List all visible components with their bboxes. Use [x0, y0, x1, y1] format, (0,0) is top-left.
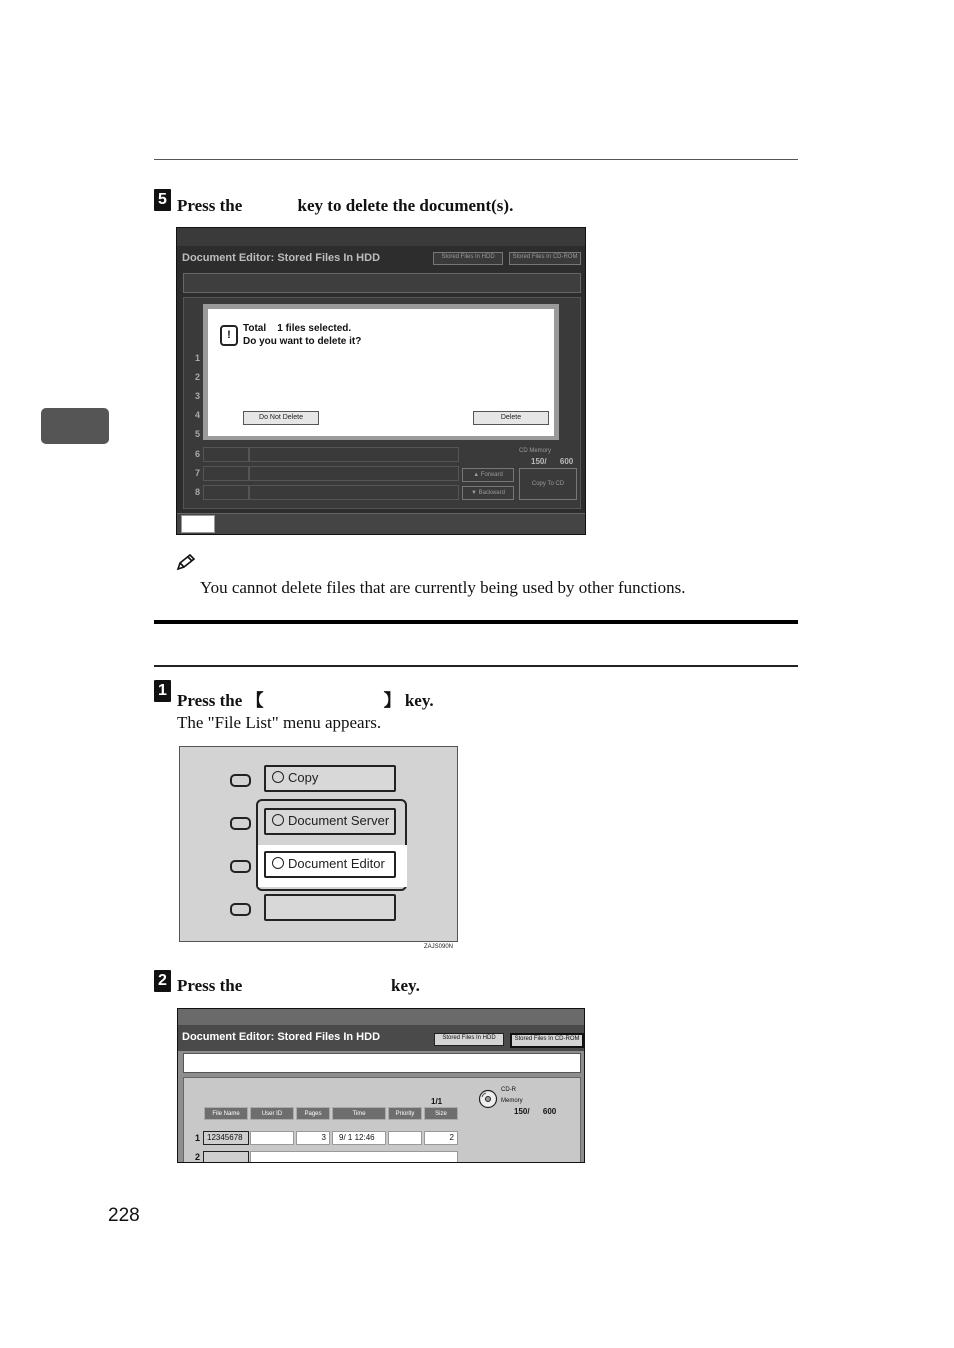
radio-icon — [272, 814, 284, 826]
backward-button[interactable] — [462, 486, 514, 500]
row-number: 7 — [195, 468, 201, 478]
row-number: 4 — [195, 410, 201, 420]
confirm-dialog — [208, 309, 554, 436]
column-header[interactable]: Time — [332, 1107, 386, 1120]
section-rule-2 — [154, 665, 798, 667]
memory-value: 150/ 600 — [514, 1107, 557, 1116]
file-name-button[interactable] — [203, 485, 249, 500]
message-bar — [183, 1053, 581, 1073]
row-number: 6 — [195, 449, 201, 459]
status-icon — [181, 515, 215, 533]
column-header[interactable]: Size — [424, 1107, 458, 1120]
screen-delete-confirm — [176, 227, 586, 535]
indicator-led — [230, 774, 251, 787]
tab-stored-cd[interactable]: Stored Files In CD-ROM — [509, 252, 581, 265]
page-number: 228 — [108, 1205, 140, 1226]
function-keys-panel — [179, 746, 458, 942]
file-name-button[interactable] — [203, 447, 249, 462]
status-bar — [177, 513, 585, 534]
row-number: 1 — [195, 1133, 201, 1143]
row-number: 8 — [195, 487, 201, 497]
image-code: ZAJS090N — [424, 944, 454, 950]
table-row — [249, 485, 459, 500]
file-name-button[interactable] — [203, 466, 249, 481]
indicator-led — [230, 903, 251, 916]
radio-icon — [272, 771, 284, 783]
step-subtext: The "File List" menu appears. — [177, 713, 382, 732]
cd-memory-label: CD Memory — [519, 448, 552, 454]
do-not-delete-button[interactable]: Do Not Delete — [243, 411, 319, 425]
step-number: 2 — [154, 970, 171, 992]
delete-button[interactable]: Delete — [473, 411, 549, 425]
tab-stored-hdd[interactable]: Stored Files In HDD — [433, 252, 503, 265]
step-text-after: key. — [400, 691, 434, 710]
left-bracket: 【 — [246, 691, 264, 710]
note-text: You cannot delete files that are currently being used by other functions. — [200, 578, 686, 597]
step-text: Press the key to delete the document(s). — [177, 196, 514, 215]
column-header[interactable]: User ID — [250, 1107, 294, 1120]
row-number: 3 — [195, 391, 201, 401]
screen-title: Document Editor: Stored Files In HDD — [182, 252, 381, 264]
copy-key-label: Copy — [288, 770, 319, 785]
table-row — [249, 447, 459, 462]
row-number: 2 — [195, 1152, 201, 1162]
dialog-line2: Do you want to delete it? — [243, 336, 362, 347]
forward-label: Forward — [480, 472, 503, 478]
cd-disc-icon — [478, 1089, 498, 1114]
page-indicator: 1/1 — [431, 1097, 443, 1106]
row-number: 2 — [195, 372, 201, 382]
pages-cell: 3 — [296, 1131, 330, 1145]
column-header[interactable]: File Name — [204, 1107, 248, 1120]
file-name-button[interactable] — [203, 1151, 249, 1163]
step-text — [177, 686, 434, 711]
indicator-led — [230, 860, 251, 873]
document-server-key[interactable] — [264, 808, 396, 835]
priority-cell — [388, 1131, 422, 1145]
copy-key[interactable] — [264, 765, 396, 792]
screen-top-bar — [178, 1009, 584, 1025]
right-bracket: 】 — [383, 691, 401, 710]
column-header[interactable]: Pages — [296, 1107, 330, 1120]
step-number: 1 — [154, 680, 171, 702]
document-server-key-label: Document Server — [288, 813, 390, 828]
document-editor-key-label: Document Editor — [288, 856, 385, 871]
dialog-line1: Total 1 files selected. — [243, 323, 352, 334]
step-text-before: Press the — [177, 691, 247, 710]
memory-label: Memory — [501, 1098, 523, 1104]
time-cell: 9/ 1 12:46 — [332, 1131, 386, 1145]
column-header[interactable]: Priority — [388, 1107, 422, 1120]
file-name-button[interactable]: 12345678 — [203, 1131, 249, 1145]
header-rule — [154, 159, 798, 160]
step-text: Press the key. — [177, 976, 420, 995]
down-arrow-icon: ▼ — [471, 490, 479, 496]
screen-title: Document Editor: Stored Files In HDD — [182, 1031, 381, 1043]
tab-stored-hdd[interactable]: Stored Files In HDD — [434, 1033, 504, 1046]
up-arrow-icon: ▲ — [473, 472, 481, 478]
alert-icon: ! — [220, 325, 238, 346]
screen-file-list — [177, 1008, 585, 1163]
message-bar — [183, 273, 581, 293]
indicator-led — [230, 817, 251, 830]
tab-stored-cd[interactable]: Stored Files In CD-ROM — [510, 1033, 584, 1048]
size-cell: 2 — [424, 1131, 458, 1145]
section-rule — [154, 620, 798, 624]
table-row — [249, 466, 459, 481]
table-row — [250, 1151, 458, 1163]
pencil-icon — [176, 553, 196, 576]
row-number: 1 — [195, 353, 201, 363]
document-editor-key[interactable] — [264, 851, 396, 878]
step-number: 5 — [154, 189, 171, 211]
cd-memory-value: 150/ 600 — [531, 457, 574, 466]
chapter-tab — [41, 408, 109, 444]
radio-icon — [272, 857, 284, 869]
copy-to-cd-button[interactable]: Copy To CD — [519, 468, 577, 500]
forward-button[interactable] — [462, 468, 514, 482]
user-id-cell — [250, 1131, 294, 1145]
backward-label: Backward — [478, 490, 505, 496]
cdr-label: CD-R — [501, 1087, 516, 1093]
screen-top-bar — [177, 228, 585, 246]
row-number: 5 — [195, 429, 201, 439]
blank-function-key[interactable] — [264, 894, 396, 921]
